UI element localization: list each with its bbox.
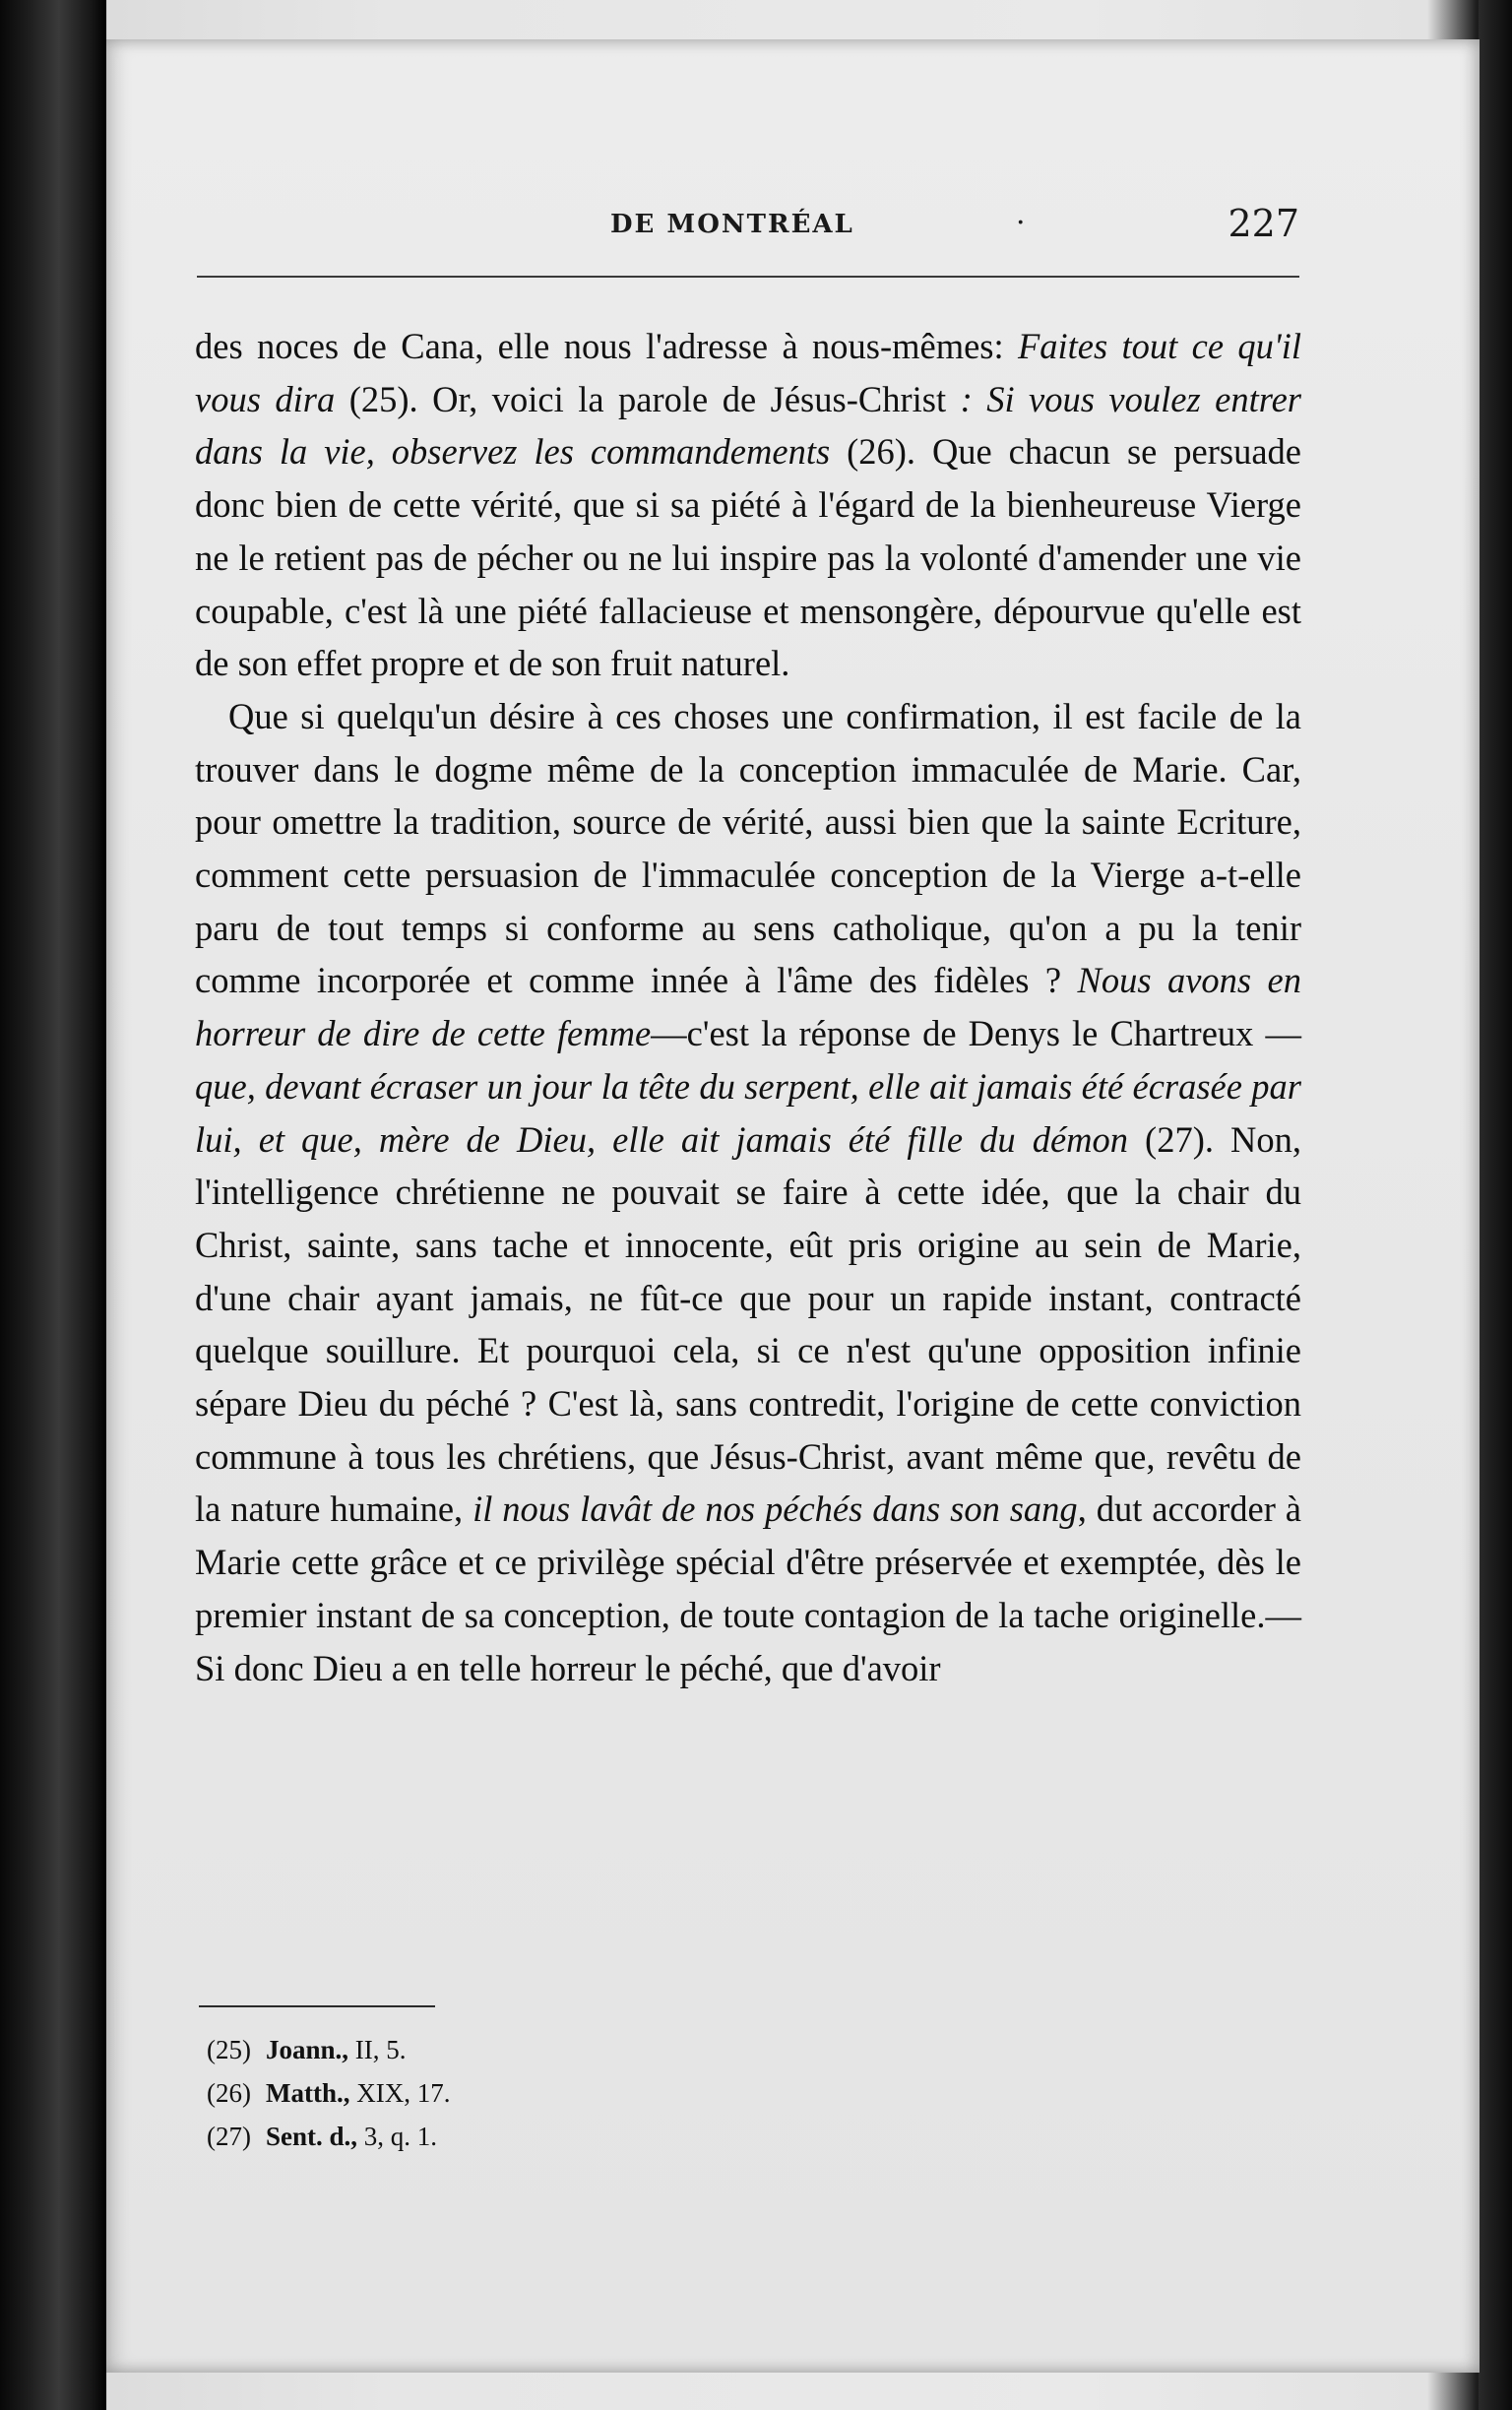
footnote-ref: Matth., xyxy=(266,2078,350,2108)
footnote-27 xyxy=(207,2115,896,2158)
italic-run: : Si vous voulez entrer dans la vie, observez les commandements xyxy=(195,378,1301,473)
text-run: (25). Or, voici la parole de Jésus-Christ xyxy=(335,378,961,419)
page-number: 227 xyxy=(1228,202,1299,245)
footnote-number: (27) xyxy=(207,2122,251,2151)
footnote-rule xyxy=(199,2005,435,2007)
italic-run: Nous avons en horreur de dire de cette femme xyxy=(195,960,1301,1054)
page-header xyxy=(197,202,1299,261)
text-run: (27). Non, l'intelligence chrétienne ne pouvait se faire à cette idée, que la chair du Christ, sainte, sans tache et innocente, eût pris origine au sein de Marie, d'une chair ayant jamais, ne fût-ce que pour un rapide instant, contracté quelque souillure. Et pourquoi cela, si ce n'est qu'une opposition infinie sépare Dieu du péché ? C'est là, sans contredit, l'origine de cette conviction commune à tous les chrétiens, que Jésus-Christ, avant même que, revêtu de la nature humaine, xyxy=(195,1118,1301,1530)
paragraph-1 xyxy=(195,320,1301,690)
footnotes xyxy=(207,2028,896,2158)
italic-run: Faites tout ce qu'il vous dira xyxy=(195,326,1301,419)
header-rule xyxy=(197,276,1299,278)
footnote-ref: Joann., xyxy=(266,2035,349,2064)
header-dot: · xyxy=(1016,206,1026,240)
footnote-26 xyxy=(207,2071,896,2115)
text-run: (26). Que chacun se persuade donc bien de cette vérité, que si sa piété à l'égard de la bienheureuse Vierge ne le retient pas de pécher ou ne lui inspire pas la volonté d'amender une vie coupable, c'est là une piété fallacieuse et mensongère, dépourvue qu'elle est de son effet propre et de son fruit naturel. xyxy=(195,431,1301,684)
text-run: des noces de Cana, elle nous l'adresse à nous-mêmes: xyxy=(195,326,1018,366)
book-right-edge xyxy=(1479,0,1512,2410)
footnote-number: (26) xyxy=(207,2078,251,2108)
footnote-text: II, 5. xyxy=(348,2035,407,2064)
text-run: , dut accorder à Marie cette grâce et ce privilège spécial d'être préservée et exemptée, dès le premier instant de sa conception, de toute contagion de la tache originelle.— Si donc Dieu a en telle horreur le péché, que d'avoir xyxy=(195,1489,1302,1688)
footnote-text: XIX, 17. xyxy=(349,2078,451,2108)
footnote-number: (25) xyxy=(207,2035,251,2064)
footnote-25 xyxy=(207,2028,896,2071)
text-run: Que si quelqu'un désire à ces choses une confirmation, il est facile de la trouver dans le dogme même de la conception immaculée de Marie. Car, pour omettre la tradition, source de vérité, aussi bien que la sainte Ecriture, comment cette persuasion de l'immaculée conception de la Vierge a-t-elle paru de tout temps si conforme au sens catholique, qu'on a pu la tenir comme incorporée et comme innée à l'âme des fidèles ? xyxy=(195,695,1301,1001)
text-run: —c'est la réponse de Denys le Chartreux — xyxy=(651,1013,1301,1054)
footnote-text: 3, q. 1. xyxy=(357,2122,438,2151)
footnote-ref: Sent. d., xyxy=(266,2122,358,2151)
running-title: DE MONTRÉAL xyxy=(610,210,854,239)
paragraph-2 xyxy=(195,690,1301,1694)
italic-run: que, devant écraser un jour la tête du serpent, elle ait jamais été écrasée par lui, et que, mère de Dieu, elle ait jamais été fille du démon xyxy=(195,1065,1301,1160)
body-text xyxy=(195,320,1301,1694)
italic-run: il nous lavât de nos péchés dans son sang xyxy=(472,1489,1078,1530)
book-binding-edge xyxy=(0,0,106,2410)
